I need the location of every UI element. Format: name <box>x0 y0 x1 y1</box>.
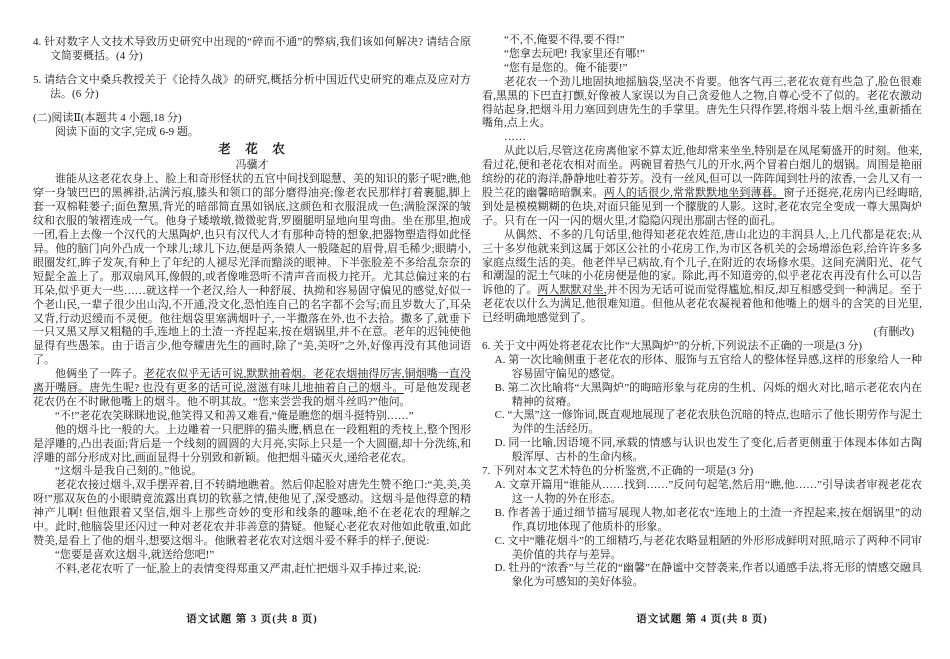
question-item: 6. 关于文中两处将老花农比作“大黑陶炉”的分析,下列说法不正确的一项是(3 分) <box>482 339 863 352</box>
passage-paragraph <box>482 229 922 326</box>
text-run: “这烟斗是我自己刻的。”他说。 <box>55 465 203 478</box>
exam-page-4 <box>482 0 922 659</box>
option-item: A. 文章开篇用“谁能从……找到……”反问句起笔,然后用“瞧,他……”引导读者审视老花农这一人物的外在形态。 <box>494 479 922 505</box>
attribution-note: (有删改) <box>873 326 914 339</box>
spacer <box>33 64 471 74</box>
text-run: 他的烟斗比一般的大。上边雕着一只肥胖的猫头鹰,栖息在一段粗粗的秃枝上,整个图形是浮雕的,凸出表面;背后是一个线刻的圆圆的大月亮,实际上只是一个大圆圈,却十分洗练,和浮雕的部分形成对比,画面显得十分别致和新颖。他把烟斗磕灭火,递给老花农。 <box>33 423 471 464</box>
passage-paragraph <box>33 424 471 466</box>
text-run: 谁能从这老花农身上、脸上和奇形怪状的五官中间找到聪慧、美的知识的影子呢?瞧,他穿一身皱巴巴的黑裤褂,沾满污痕,膝头和领口的部分磨得油亮;像老农民那样打着裹腿,脚上套一双棉鞋蒌子;面色黧黑,背光的暗部简直黑如锅底,这颜色和衣服混成一色;满脸深深的皱纹和衣服的皱褶连成一气。他身子矮墩墩,微微驼背,罗圈腿明显地向里弯曲。坐在那里,抱成一团,看上去像一个汉代的大黑陶炉,也只有汉代人才有那种奇特的想象,把器物塑造得如此怪异。他的脑门向外凸成一个球儿;球儿下边,便是两条猿人一般隆起的眉骨,眉毛稀少;眼睛小,眼圈发红,眸子发灰,有种上了年纪的人褪尽光泽而黯淡的眼神。下半张脸差不多给乱奈奈的短髭全盖上了。那双扇风耳,像假的,或者像唯恐听不清声音而极力挓开。尤其总偏过来的右耳朵,似乎更大一些……就这样一个老汉,给人一种舒展、执拗和容易固守偏见的感觉,好似一个老山民,一辈子很少出山沟,不开通,没文化,恐怕连自己的名字都不会写;而且岁数大了,耳朵又背,行动迟缓而不灵便。他往烟袋里塞满烟叶子,一半撒落在外,也不去拾。撒多了,就垂下一只又黑又厚又粗糙的手,连地上的土渣一齐捏起来,按在烟锅里,并不在意。老年的迟钝使他显得有些愚笨。由于语言少,他夸耀唐先生的画时,除了“美,美呀”之外,好像再没有其他词语了。 <box>33 173 472 367</box>
option-item: D. 同一比喻,因语境不同,承载的情感与认识也发生了变化,后者更侧重于体现本体如古陶般浑厚、古朴的生命内核。 <box>494 437 922 464</box>
underlined-text: 两人的话很少,常常默默地坐到薄暮。 <box>603 186 784 199</box>
option-item: C. 文中“雕花烟斗”的工细精巧,与老花农略显粗陋的外形形成鲜明对照,暗示了两种不同审美价值的共存与差异。 <box>494 534 922 561</box>
option-item: C. “大黑”这一修饰词,既直观地展现了老花农肤色沉暗的特点,也暗示了他长期劳作与泥土为伴的生活经历。 <box>494 409 922 436</box>
passage-title: 老 花 农 <box>218 142 286 157</box>
text-run: “您拿去玩吧! 我家里还有哪!” <box>504 47 645 60</box>
underlined-text: 老花农似乎无话可说,默默抽着烟。老花农烟抽得厉害,铜烟嘴一直没离开嘴唇。唐先生呢? 也没有更多的话可说,滋滋有味儿地抽着自己的烟斗。 <box>33 368 472 395</box>
passage-paragraph <box>482 145 922 228</box>
passage-author: 冯骥才 <box>235 159 269 172</box>
page-footer: 语文试题 第 3 页(共 8 页) <box>186 614 318 626</box>
section-heading: (二)阅读Ⅱ(本题共 4 小题,18 分) <box>33 111 182 124</box>
page-footer: 语文试题 第 4 页(共 8 页) <box>636 614 768 626</box>
option-item: A. 第一次比喻侧重于老花农的形体、服饰与五官给人的整体怪异感,这样的形象给人一种容易固守偏见的感觉。 <box>494 353 922 380</box>
passage-paragraph <box>33 479 471 549</box>
option-item: B. 第二次比喻将“大黑陶炉”的晦暗形象与花房的生机、闪烁的烟火对比,暗示老花农内在精神的贫瘠。 <box>494 381 922 408</box>
text-run: 老花农接过烟斗,双手摆弄着,目不转睛地瞧着。然后仰起脸对唐先生赞不绝口:“美,美,美呀!”那双灰色的小眼睛竟流露出真切的钦慕之情,使他见了,深受感动。这烟斗是他得意的精神产儿啊! 但他跟着又坚信,烟斗上那些奇妙的变形和线条的趣味,绝不在老花农的理解之中。此时,他脑袋里还闪过一种对老花农并非善意的猜疑。他疑心老花农对他如此敬重,如此赞美,是看上了他的烟斗,想要这烟斗。他瞅着老花农对这烟斗爱不释手的样子,便说: <box>33 479 471 547</box>
option-item: B. 作者善于通过细节描写展现人物,如老花农“连地上的土渣一齐捏起来,按在烟锅里”的动作,真切地体现了他质朴的形象。 <box>494 506 922 533</box>
text-run: 从此以后,尽管这花房离他家不算太近,他却常来坐坐,特别是在凤尾菊盛开的时刻。他来,看过花,便和老花农相对而坐。两碗冒着热气儿的开水,两个冒着白烟儿的烟锅。周围是艳丽缤纷的花的海洋,静静地吐着芬芳。没有一丝风,但可以一阵阵闻到牡丹的浓香,一会儿又有一股兰花的幽馨暗暗飘来。 <box>482 145 922 199</box>
instruction-line: 阅读下面的文字,完成 6-9 题。 <box>55 125 199 138</box>
text-run: “您要是喜欢这烟斗,就送给您吧!” <box>55 548 215 561</box>
text-run: “不,不,俺要不得,要不得!” <box>504 34 625 46</box>
text-run: 并不因为无话可说而觉得尴尬,相反,却互相感受到一种满足。至于老花农以什么为满足,他很难知道。但他从老花农凝视着他和他嘴上的烟斗的含笑的目光里,已经明确地感觉到了。 <box>482 284 923 325</box>
passage-paragraph <box>33 410 471 424</box>
text-run: 老花农一个劲儿地固执地摇脑袋,坚决不肯要。他客气再三,老花农竟有些急了,脸色很难看,黑黑的下巴直打颤,好像被人家误以为自己贪爱他人之物,自尊心受不了似的。老花农激动得站起身,把烟斗用力塞回到唐先生的手掌里。唐先生只得作罢,将烟斗装上烟斗丝,重新插在嘴角,点上火。 <box>482 75 922 130</box>
text-run: 他俩坐了一阵子。 <box>55 368 144 381</box>
question-item: 7. 下列对本文艺术特色的分析鉴赏,不正确的一项是(3 分) <box>482 465 754 478</box>
underlined-text: 两人默默对坐, <box>537 284 607 297</box>
page-4-content <box>482 34 922 590</box>
text-run: …… <box>504 131 526 144</box>
passage-paragraph <box>482 62 922 76</box>
passage-paragraph <box>33 549 471 563</box>
question-item: 4. 针对数字人文技术导致历史研究中出现的“碎而不通”的弊病,我们该如何解决? 请结合原文简要概括。(4 分) <box>33 36 471 62</box>
spacer <box>33 102 471 112</box>
passage-paragraph <box>33 173 471 368</box>
text-run: 窗子还挺亮,花房内已经晦暗,到处是模模糊糊的色块,对面只能见到一个朦胧的人影。这时,老花农完全变成一尊大黑陶炉子。只有在一闪一闪的烟火里,才隐隐闪现出那副古怪的面孔。 <box>482 186 923 227</box>
passage-paragraph <box>482 76 922 132</box>
passage-paragraph <box>482 131 922 145</box>
passage-paragraph <box>33 465 471 479</box>
text-run: “您有是您的。俺不能要!” <box>504 61 628 74</box>
passage-paragraph <box>482 34 922 48</box>
passage-paragraph <box>33 368 471 410</box>
text-run: 从偶然、不多的几句话里,他得知老花农姓范,唐山北边的丰润县人,上几代都是花农;从三十多岁他就来到这属于郊区公社的小花房工作,为市区各机关的会场增添色彩,给许许多多家庭点缀生活的美。他老伴早已病故,有个儿子,在附近的农场修水渠。这间充满阳光、花气和潮湿的泥土气味的小花房便是他的家。除此,再不知道旁的,似乎老花农再没有什么可以告诉他的了。 <box>482 228 922 297</box>
page-3-content <box>33 36 471 577</box>
option-item: D. 牡丹的“浓香”与兰花的“幽馨”在静谧中交替袭来,作者以通感手法,将无形的情感交融具象化为可感知的美好体验。 <box>494 562 922 589</box>
passage-paragraph <box>33 563 471 577</box>
text-run: 不料,老花农听了一怔,脸上的表情变得郑重又严肃,赶忙把烟斗双手捧过来,说: <box>55 562 422 575</box>
passage-paragraph <box>482 48 922 62</box>
question-item: 5. 请结合文中桑兵教授关于《论持久战》的研究,概括分析中国近代史研究的难点及应对方法。(6 分) <box>33 73 471 100</box>
text-run: “不!”老花农笑眯眯地说,他笑得又和善又难看,“俺是瞧您的烟斗挺特别……” <box>55 409 414 422</box>
exam-page-3 <box>33 0 471 659</box>
text-run: 可是他发现老花农仍在不时瞅他嘴上的烟斗。他不明其故。“您来尝尝我的烟斗丝吗?”他问。 <box>33 382 471 408</box>
